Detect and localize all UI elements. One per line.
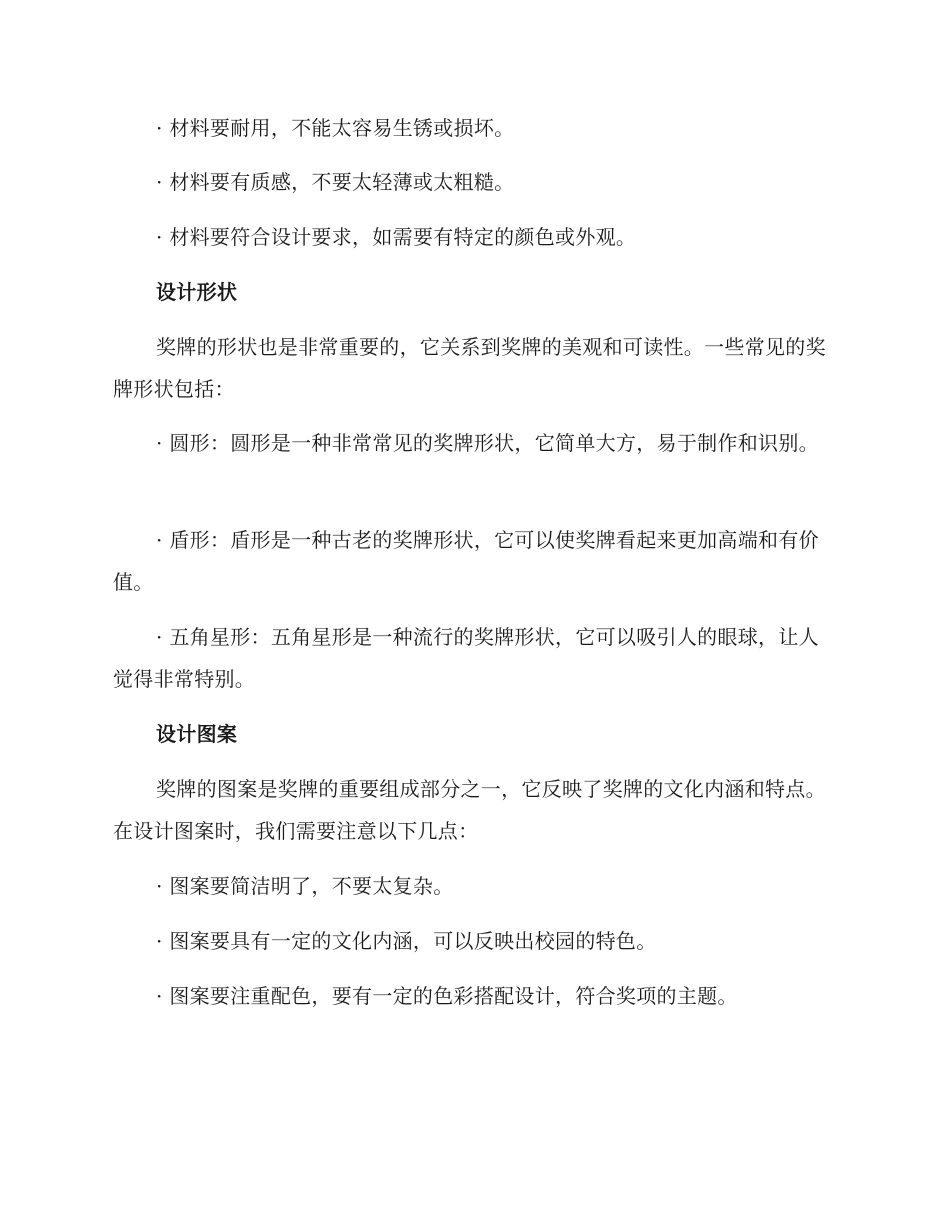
bullet-pattern-color: · 图案要注重配色，要有一定的色彩搭配设计，符合奖项的主题。 xyxy=(156,984,738,1008)
bullet-shape-star: · 五角星形：五角星形是一种流行的奖牌形状，它可以吸引人的眼球，让人觉得非常特别。 xyxy=(113,625,819,691)
bullet-material-design: · 材料要符合设计要求，如需要有特定的颜色或外观。 xyxy=(156,225,637,249)
bullet-pattern-simple: · 图案要简洁明了，不要太复杂。 xyxy=(156,874,454,898)
bullet-material-texture: · 材料要有质感，不要太轻薄或太粗糙。 xyxy=(156,170,515,194)
heading-design-shape: 设计形状 xyxy=(156,280,238,304)
bullet-shape-shield: · 盾形：盾形是一种古老的奖牌形状，它可以使奖牌看起来更加高端和有价值。 xyxy=(113,528,819,594)
paragraph-shape-intro: 奖牌的形状也是非常重要的，它关系到奖牌的美观和可读性。一些常见的奖牌形状包括： xyxy=(113,335,826,401)
paragraph-pattern-intro: 奖牌的图案是奖牌的重要组成部分之一，它反映了奖牌的文化内涵和特点。在设计图案时，我们需要注意以下几点： xyxy=(113,777,826,843)
bullet-material-durable: · 材料要耐用，不能太容易生锈或损坏。 xyxy=(156,116,515,140)
heading-design-pattern: 设计图案 xyxy=(156,722,238,746)
bullet-shape-circle: · 圆形：圆形是一种非常常见的奖牌形状，它简单大方，易于制作和识别。 xyxy=(156,431,819,455)
bullet-pattern-culture: · 图案要具有一定的文化内涵，可以反映出校园的特色。 xyxy=(156,929,657,953)
